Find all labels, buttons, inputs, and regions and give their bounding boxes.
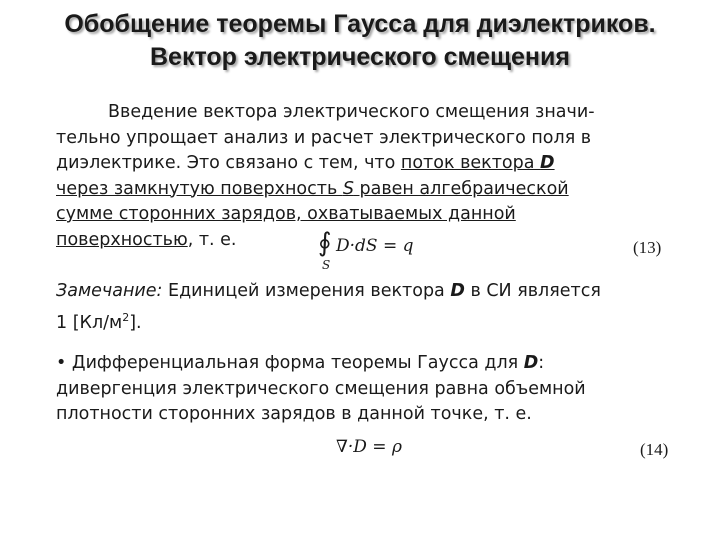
integral-symbol: ∮: [318, 228, 332, 258]
bullet-line-1: • Дифференциальная форма теоремы Гаусса для D:: [56, 353, 545, 373]
bullet-line-3: плотности сторонних зарядов в данной точке, т. е.: [56, 404, 532, 424]
bullet-icon: •: [56, 353, 67, 373]
note-paragraph: [56, 279, 669, 336]
bullet-line-2: дивергенция электрического смещения равна объемной: [56, 378, 586, 399]
note-line-2: 1 $[Кл/м^2]$.: [56, 310, 142, 333]
equation-number-13: (13): [633, 238, 662, 257]
integral-subscript: S: [322, 258, 331, 272]
intro-paragraph: [56, 100, 669, 253]
p1-line-6: поверхностью, т. е.: [56, 229, 237, 250]
gauss-law-lhs: D·dS = q: [336, 236, 414, 256]
p1-line-3: диэлектрике. Это связано с тем, что поток вектора D: [56, 153, 555, 173]
p1-line-5: сумме сторонних зарядов, охватываемых данной: [56, 204, 516, 224]
title-line-1: Обобщение теоремы Гаусса для диэлектриков.: [64, 10, 656, 38]
bullet-paragraph: [56, 351, 669, 428]
note-line-1: Замечание: Единицей измерения вектора D в СИ является: [56, 281, 601, 301]
slide-title: [0, 8, 720, 74]
divergence-formula: ∇·D = ρ: [336, 437, 402, 457]
p1-line-1: Введение вектора электрического смещения значи-: [108, 102, 595, 122]
title-line-2: Вектор электрического смещения: [149, 43, 570, 71]
p1-line-2: тельно упрощает анализ и расчет электрического поля в: [56, 127, 592, 148]
equation-number-14: (14): [640, 440, 669, 459]
p1-line-4: через замкнутую поверхность S равен алгебраической: [56, 178, 569, 199]
